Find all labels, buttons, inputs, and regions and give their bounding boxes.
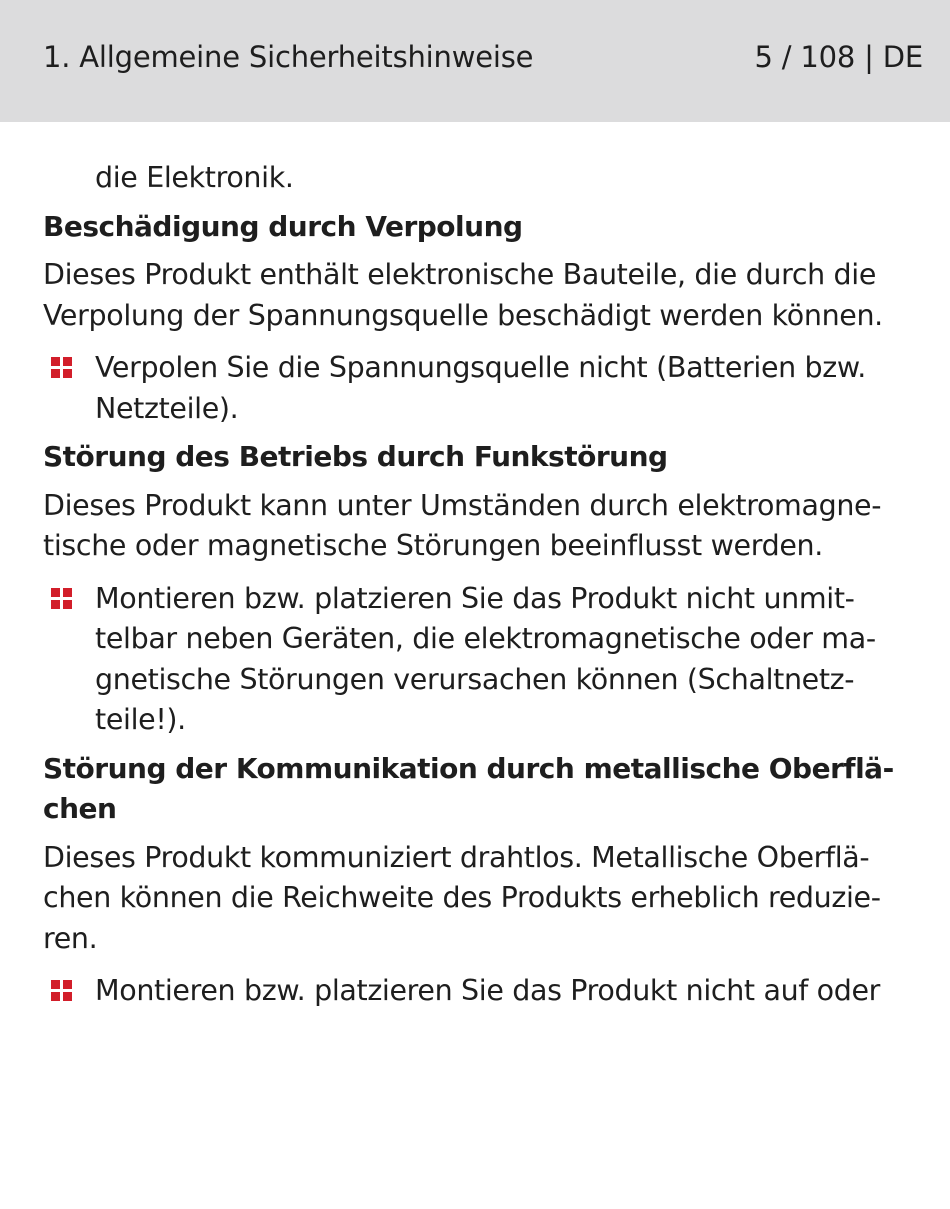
- bullet-item-line: Montieren bzw. platzieren Sie das Produkt nicht auf oder: [43, 971, 923, 1012]
- red-square-bullet-icon: [51, 357, 72, 378]
- bullet-item-line: teile!).: [95, 703, 186, 736]
- continuation-text: die Elektronik.: [95, 161, 294, 194]
- section-body-line: tische oder magnetische Störungen beeinflusst werden.: [43, 529, 823, 562]
- bullet-item-line: Montieren bzw. platzieren Sie das Produkt nicht unmit-: [43, 579, 923, 620]
- section-body-line: Verpolung der Spannungsquelle beschädigt werden können.: [43, 298, 883, 332]
- section-heading: Störung der Kommunikation durch metallische Oberflä-: [43, 751, 894, 785]
- section-heading: chen: [43, 792, 117, 825]
- section-body-line: ren.: [43, 921, 98, 955]
- page-header: [0, 0, 950, 122]
- bullet-item-line: Verpolen Sie die Spannungsquelle nicht (Batterien bzw.: [43, 348, 923, 389]
- chapter-title: 1. Allgemeine Sicherheitshinweise: [43, 40, 534, 74]
- document-body: [0, 122, 950, 1012]
- section-heading: Störung des Betriebs durch Funkstörung: [43, 440, 668, 473]
- section-heading: Beschädigung durch Verpolung: [43, 209, 523, 243]
- page-number: 5 / 108 | DE: [754, 40, 923, 74]
- bullet-item-line: gnetische Störungen verursachen können (Schaltnetz-: [95, 662, 855, 696]
- section-body-line: Dieses Produkt kann unter Umständen durch elektromagne-: [43, 488, 882, 522]
- bullet-item-line: Netzteile).: [95, 391, 239, 425]
- bullet-item-line: telbar neben Geräten, die elektromagnetische oder ma-: [95, 622, 876, 655]
- red-square-bullet-icon: [51, 980, 72, 1001]
- section-body-line: Dieses Produkt enthält elektronische Bauteile, die durch die: [43, 258, 877, 291]
- section-body-line: chen können die Reichweite des Produkts erheblich reduzie-: [43, 881, 881, 914]
- section-body-line: Dieses Produkt kommuniziert drahtlos. Metallische Oberflä-: [43, 840, 870, 874]
- red-square-bullet-icon: [51, 588, 72, 609]
